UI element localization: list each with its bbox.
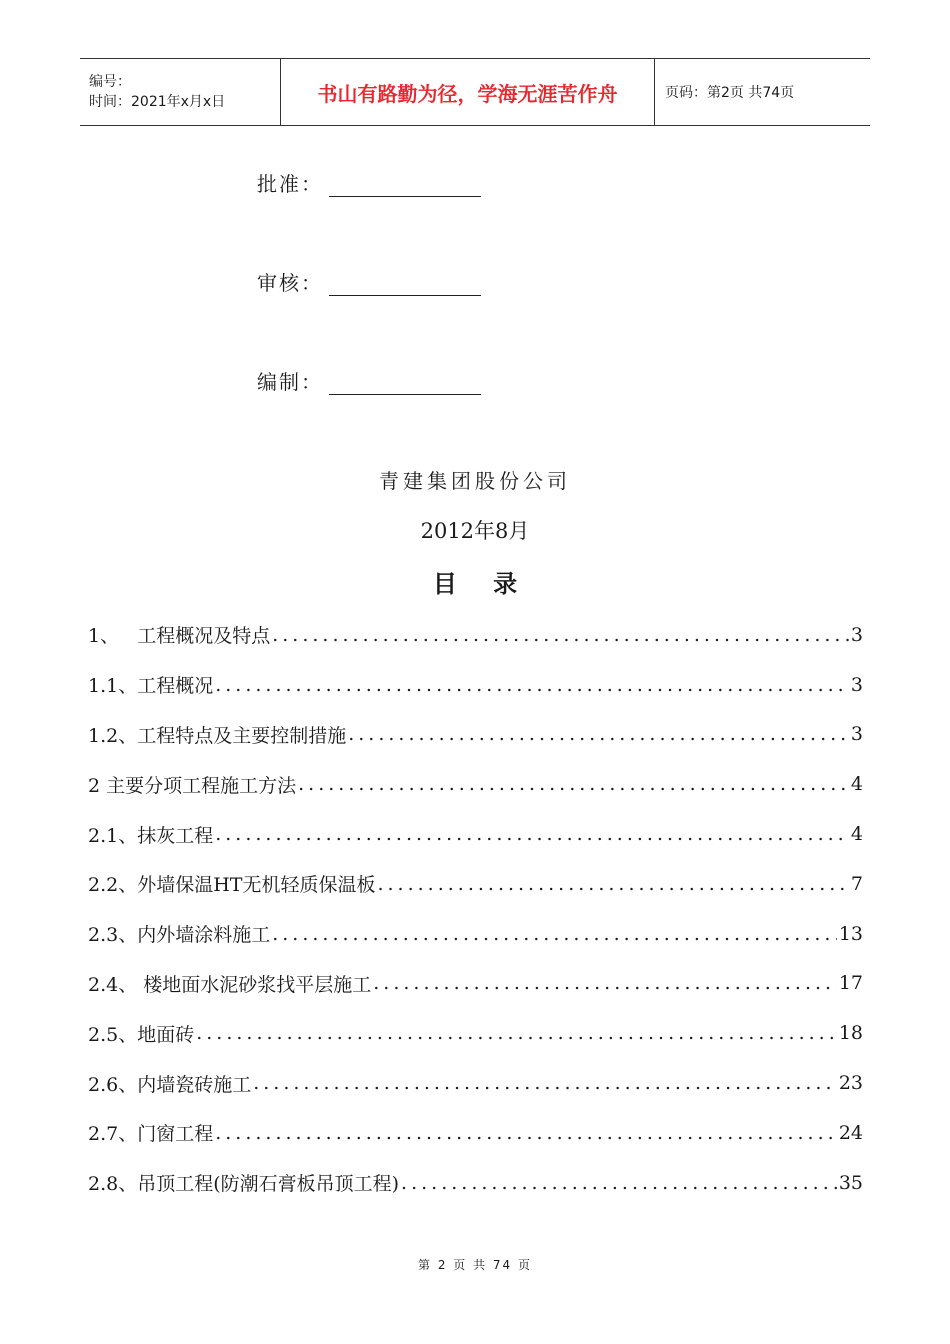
- toc-entry-label: 2.5、地面砖: [88, 1023, 195, 1046]
- toc-entry-label: 2.3、内外墙涂料施工: [88, 924, 271, 947]
- toc-entry-label: 2.6、内墙瓷砖施工: [88, 1073, 252, 1096]
- toc-entry-label: 1.1、工程概况: [88, 675, 214, 698]
- approval-label: 批准：: [257, 172, 323, 196]
- header-motto: 书山有路勤为径，学海无涯苦作舟: [281, 59, 655, 125]
- toc-entry-page: 18: [838, 1022, 863, 1045]
- company-name: 青建集团股份公司: [379, 469, 571, 493]
- compile-signature-line: [329, 372, 481, 395]
- toc-dot-leader: [375, 873, 848, 895]
- toc-dot-leader: [213, 674, 849, 696]
- toc-dot-leader: [194, 1022, 837, 1044]
- toc-entry[interactable]: [88, 1108, 863, 1158]
- compile-row: [257, 366, 481, 395]
- toc-entry-page: 23: [838, 1072, 863, 1095]
- review-signature-line: [329, 273, 481, 296]
- toc-title: 目 录: [432, 570, 518, 598]
- document-date: 2012年8月: [420, 519, 530, 543]
- toc-dot-leader: [270, 923, 837, 945]
- toc-dot-leader: [270, 624, 849, 646]
- toc-entry[interactable]: [88, 909, 863, 959]
- toc-entry[interactable]: [88, 1008, 863, 1058]
- toc-entry-page: 4: [850, 773, 863, 796]
- toc-dot-leader: [296, 773, 849, 795]
- toc-entry-label: 2.7、门窗工程: [88, 1123, 214, 1146]
- toc-entry[interactable]: [88, 710, 863, 760]
- header-page-info: 页码：第2页 共74页: [665, 85, 795, 101]
- toc-dot-leader: [213, 823, 849, 845]
- toc-entry-label: 2 主要分项工程施工方法: [88, 774, 297, 797]
- toc-entry[interactable]: [88, 1158, 863, 1208]
- page-footer: 第 2 页 共 74 页: [418, 1258, 532, 1272]
- toc-entry[interactable]: [88, 809, 863, 859]
- toc-entry-label: 2.4、 楼地面水泥砂浆找平层施工: [88, 973, 372, 996]
- toc-entry-label: 2.2、外墙保温HT无机轻质保温板: [88, 874, 376, 897]
- toc-entry-page: 4: [850, 823, 863, 846]
- toc-entry[interactable]: [88, 1058, 863, 1108]
- toc-entry-page: 13: [838, 922, 863, 945]
- toc-entry-page: 3: [850, 673, 863, 696]
- toc-entry-label: 2.8、吊顶工程(防潮石膏板吊顶工程): [88, 1173, 400, 1196]
- toc-dot-leader: [251, 1072, 837, 1094]
- toc-entry[interactable]: [88, 859, 863, 909]
- document-time-label: 时间：2021年x月x日: [89, 94, 226, 110]
- toc-dot-leader: [371, 972, 837, 994]
- approval-signature-line: [329, 174, 481, 197]
- toc-entry-page: 7: [850, 872, 863, 895]
- toc-entry-page: 3: [850, 623, 863, 646]
- review-label: 审核：: [257, 271, 323, 295]
- toc-entry[interactable]: [88, 959, 863, 1009]
- toc-entry-page: 17: [838, 972, 863, 995]
- table-of-contents: [88, 610, 863, 1208]
- toc-entry-page: 3: [850, 723, 863, 746]
- toc-dot-leader: [213, 1122, 837, 1144]
- header-meta: [80, 59, 281, 125]
- toc-dot-leader: [399, 1172, 837, 1194]
- review-row: [257, 267, 481, 296]
- compile-label: 编制：: [257, 370, 323, 394]
- toc-dot-leader: [346, 723, 849, 745]
- toc-entry[interactable]: [88, 610, 863, 660]
- toc-entry-label: 1.2、工程特点及主要控制措施: [88, 724, 347, 747]
- document-number-label: 编号：: [89, 74, 131, 90]
- toc-entry[interactable]: [88, 660, 863, 710]
- toc-entry-page: 35: [838, 1171, 863, 1194]
- toc-entry-label: 1、 工程概况及特点: [88, 625, 271, 648]
- toc-entry-page: 24: [838, 1121, 863, 1144]
- toc-entry-label: 2.1、抹灰工程: [88, 824, 214, 847]
- page-header: [80, 58, 870, 126]
- toc-entry[interactable]: [88, 759, 863, 809]
- approval-row: [257, 168, 481, 197]
